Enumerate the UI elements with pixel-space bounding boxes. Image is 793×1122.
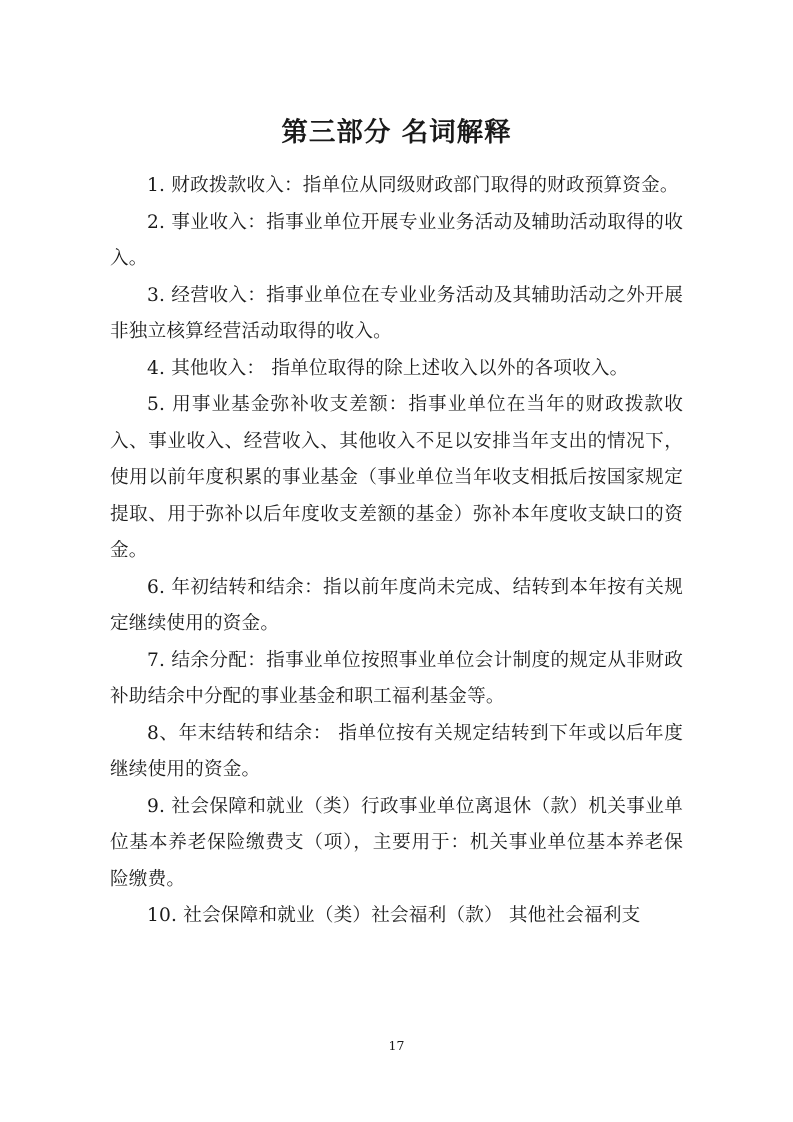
document-body (110, 168, 683, 935)
paragraph: 1. 财政拨款收入：指单位从同级财政部门取得的财政预算资金。 (147, 175, 679, 196)
paragraph: 9. 社会保障和就业（类）行政事业单位离退休（款）机关事业单位基本养老保险缴费支（项），主要用于：机关事业单位基本养老保险缴费。 (110, 795, 683, 890)
paragraph: 2. 事业收入：指事业单位开展专业业务活动及辅助活动取得的收入。 (110, 211, 683, 269)
paragraph: 3. 经营收入：指事业单位在专业业务活动及其辅助活动之外开展非独立核算经营活动取得的收入。 (110, 284, 683, 342)
paragraph: 8、年末结转和结余： 指单位按有关规定结转到下年或以后年度继续使用的资金。 (110, 722, 683, 780)
paragraph: 4. 其他收入： 指单位取得的除上述收入以外的各项收入。 (147, 357, 629, 379)
page-number: 17 (388, 1038, 405, 1053)
paragraph: 5. 用事业基金弥补收支差额：指事业单位在当年的财政拨款收入、事业收入、经营收入、其他收入不足以安排当年支出的情况下，使用以前年度积累的事业基金（事业单位当年收支相抵后按国家规定提取、用于弥补以后年度收支差额的基金）弥补本年度收支缺口的资金。 (110, 394, 683, 561)
paragraph: 7. 结余分配：指事业单位按照事业单位会计制度的规定从非财政补助结余中分配的事业基金和职工福利基金等。 (110, 649, 683, 707)
page-title: 第三部分 名词解释 (281, 116, 512, 148)
paragraph: 6. 年初结转和结余：指以前年度尚未完成、结转到本年按有关规定继续使用的资金。 (110, 576, 683, 634)
paragraph: 10. 社会保障和就业（类）社会福利（款） 其他社会福利支 (147, 905, 641, 926)
